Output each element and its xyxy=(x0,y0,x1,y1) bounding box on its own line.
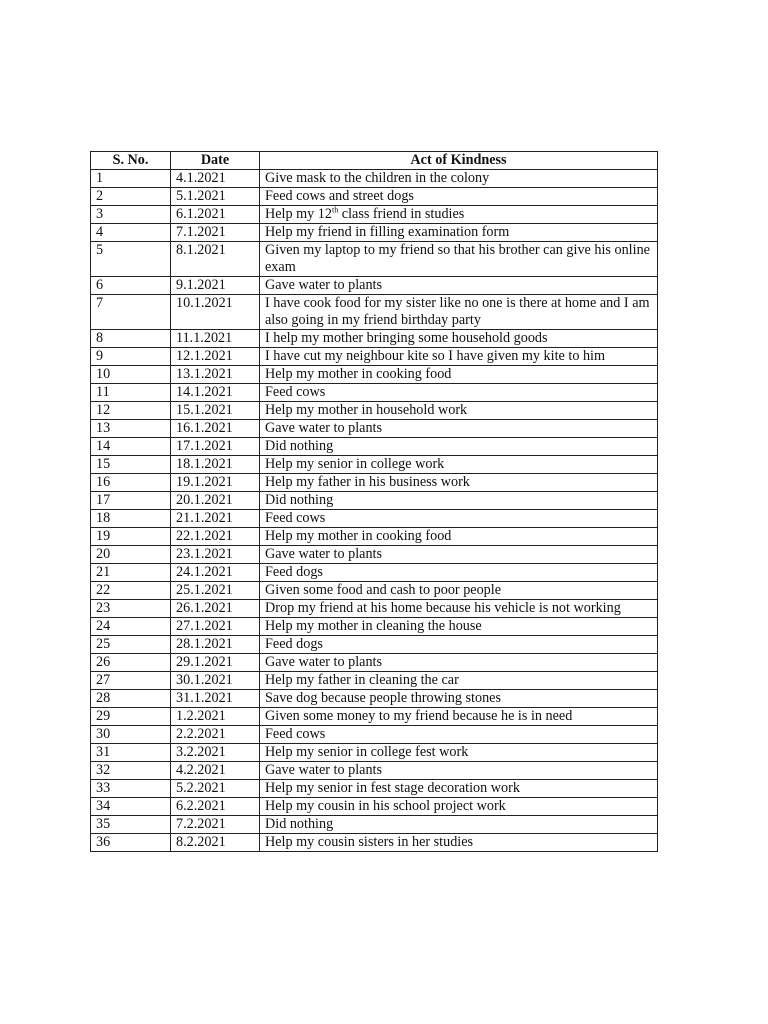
cell-act-of-kindness: Help my friend in filling examination form xyxy=(260,224,658,242)
cell-act-of-kindness: Help my cousin sisters in her studies xyxy=(260,834,658,852)
cell-act-of-kindness: Given some money to my friend because he is in need xyxy=(260,708,658,726)
cell-sno: 3 xyxy=(91,206,171,224)
table-row xyxy=(91,780,658,798)
cell-act-of-kindness: Gave water to plants xyxy=(260,546,658,564)
cell-sno: 13 xyxy=(91,420,171,438)
cell-date: 6.2.2021 xyxy=(171,798,260,816)
cell-sno: 9 xyxy=(91,348,171,366)
cell-sno: 15 xyxy=(91,456,171,474)
cell-sno: 10 xyxy=(91,366,171,384)
cell-sno: 7 xyxy=(91,295,171,330)
table-row xyxy=(91,384,658,402)
cell-act-of-kindness: Gave water to plants xyxy=(260,654,658,672)
table-row xyxy=(91,618,658,636)
cell-date: 2.2.2021 xyxy=(171,726,260,744)
cell-date: 9.1.2021 xyxy=(171,277,260,295)
cell-sno: 35 xyxy=(91,816,171,834)
table-row xyxy=(91,510,658,528)
cell-sno: 34 xyxy=(91,798,171,816)
cell-date: 10.1.2021 xyxy=(171,295,260,330)
cell-act-of-kindness xyxy=(260,206,658,224)
cell-act-of-kindness: Help my senior in college fest work xyxy=(260,744,658,762)
cell-date: 5.1.2021 xyxy=(171,188,260,206)
cell-act-of-kindness: Did nothing xyxy=(260,492,658,510)
cell-sno: 20 xyxy=(91,546,171,564)
cell-date: 7.1.2021 xyxy=(171,224,260,242)
cell-sno: 17 xyxy=(91,492,171,510)
cell-date: 31.1.2021 xyxy=(171,690,260,708)
table-row xyxy=(91,582,658,600)
cell-date: 25.1.2021 xyxy=(171,582,260,600)
cell-act-of-kindness: Feed dogs xyxy=(260,564,658,582)
cell-sno: 2 xyxy=(91,188,171,206)
cell-act-of-kindness: Did nothing xyxy=(260,438,658,456)
table-row xyxy=(91,672,658,690)
cell-date: 24.1.2021 xyxy=(171,564,260,582)
cell-act-of-kindness: Help my mother in cooking food xyxy=(260,366,658,384)
table-row xyxy=(91,492,658,510)
table-row xyxy=(91,277,658,295)
cell-sno: 21 xyxy=(91,564,171,582)
cell-sno: 25 xyxy=(91,636,171,654)
cell-act-of-kindness: Given my laptop to my friend so that his brother can give his online exam xyxy=(260,242,658,277)
table-row xyxy=(91,188,658,206)
cell-act-of-kindness: Help my father in his business work xyxy=(260,474,658,492)
cell-sno: 6 xyxy=(91,277,171,295)
cell-act-of-kindness: Drop my friend at his home because his vehicle is not working xyxy=(260,600,658,618)
cell-sno: 33 xyxy=(91,780,171,798)
cell-date: 8.2.2021 xyxy=(171,834,260,852)
act-text: Help my 12 xyxy=(265,206,332,222)
cell-date: 22.1.2021 xyxy=(171,528,260,546)
cell-act-of-kindness: Feed cows xyxy=(260,384,658,402)
cell-act-of-kindness: Feed cows xyxy=(260,726,658,744)
table-row xyxy=(91,224,658,242)
cell-date: 3.2.2021 xyxy=(171,744,260,762)
cell-date: 20.1.2021 xyxy=(171,492,260,510)
cell-sno: 22 xyxy=(91,582,171,600)
table-row xyxy=(91,456,658,474)
table-row xyxy=(91,744,658,762)
cell-date: 21.1.2021 xyxy=(171,510,260,528)
cell-sno: 8 xyxy=(91,330,171,348)
column-header-sno: S. No. xyxy=(91,152,171,170)
cell-sno: 12 xyxy=(91,402,171,420)
cell-sno: 30 xyxy=(91,726,171,744)
cell-date: 27.1.2021 xyxy=(171,618,260,636)
cell-sno: 18 xyxy=(91,510,171,528)
cell-act-of-kindness: I have cook food for my sister like no one is there at home and I am also going in my friend birthday party xyxy=(260,295,658,330)
cell-act-of-kindness: Feed cows and street dogs xyxy=(260,188,658,206)
table-row xyxy=(91,438,658,456)
cell-sno: 23 xyxy=(91,600,171,618)
cell-date: 7.2.2021 xyxy=(171,816,260,834)
table-row xyxy=(91,206,658,224)
table-row xyxy=(91,474,658,492)
cell-act-of-kindness: Help my father in cleaning the car xyxy=(260,672,658,690)
table-row xyxy=(91,348,658,366)
cell-sno: 28 xyxy=(91,690,171,708)
cell-date: 16.1.2021 xyxy=(171,420,260,438)
table-row xyxy=(91,420,658,438)
cell-act-of-kindness: I help my mother bringing some household goods xyxy=(260,330,658,348)
cell-sno: 1 xyxy=(91,170,171,188)
table-row xyxy=(91,242,658,277)
cell-act-of-kindness: Help my mother in household work xyxy=(260,402,658,420)
cell-date: 11.1.2021 xyxy=(171,330,260,348)
act-text: class friend in studies xyxy=(338,206,465,222)
cell-date: 8.1.2021 xyxy=(171,242,260,277)
cell-date: 5.2.2021 xyxy=(171,780,260,798)
cell-date: 1.2.2021 xyxy=(171,708,260,726)
table-row xyxy=(91,762,658,780)
cell-sno: 4 xyxy=(91,224,171,242)
cell-date: 4.1.2021 xyxy=(171,170,260,188)
table-row xyxy=(91,330,658,348)
kindness-table xyxy=(90,151,658,852)
cell-sno: 19 xyxy=(91,528,171,546)
cell-sno: 27 xyxy=(91,672,171,690)
cell-date: 18.1.2021 xyxy=(171,456,260,474)
cell-act-of-kindness: Feed cows xyxy=(260,510,658,528)
table-row xyxy=(91,690,658,708)
cell-sno: 11 xyxy=(91,384,171,402)
table-row xyxy=(91,600,658,618)
cell-date: 13.1.2021 xyxy=(171,366,260,384)
cell-date: 15.1.2021 xyxy=(171,402,260,420)
cell-act-of-kindness: Help my senior in college work xyxy=(260,456,658,474)
table-row xyxy=(91,654,658,672)
cell-sno: 29 xyxy=(91,708,171,726)
column-header-act: Act of Kindness xyxy=(260,152,658,170)
table-row xyxy=(91,636,658,654)
cell-act-of-kindness: Gave water to plants xyxy=(260,277,658,295)
cell-sno: 32 xyxy=(91,762,171,780)
cell-sno: 26 xyxy=(91,654,171,672)
cell-date: 12.1.2021 xyxy=(171,348,260,366)
table-row xyxy=(91,834,658,852)
cell-date: 29.1.2021 xyxy=(171,654,260,672)
table-row xyxy=(91,816,658,834)
cell-date: 26.1.2021 xyxy=(171,600,260,618)
cell-sno: 14 xyxy=(91,438,171,456)
cell-sno: 16 xyxy=(91,474,171,492)
table-row xyxy=(91,564,658,582)
cell-act-of-kindness: Help my mother in cleaning the house xyxy=(260,618,658,636)
cell-date: 19.1.2021 xyxy=(171,474,260,492)
table-row xyxy=(91,402,658,420)
cell-sno: 24 xyxy=(91,618,171,636)
cell-act-of-kindness: Did nothing xyxy=(260,816,658,834)
cell-date: 23.1.2021 xyxy=(171,546,260,564)
table-row xyxy=(91,726,658,744)
column-header-date: Date xyxy=(171,152,260,170)
cell-act-of-kindness: Help my mother in cooking food xyxy=(260,528,658,546)
table-row xyxy=(91,295,658,330)
table-row xyxy=(91,170,658,188)
cell-sno: 31 xyxy=(91,744,171,762)
cell-sno: 5 xyxy=(91,242,171,277)
cell-date: 30.1.2021 xyxy=(171,672,260,690)
cell-act-of-kindness: Gave water to plants xyxy=(260,420,658,438)
cell-date: 6.1.2021 xyxy=(171,206,260,224)
cell-act-of-kindness: Help my senior in fest stage decoration work xyxy=(260,780,658,798)
cell-act-of-kindness: Help my cousin in his school project work xyxy=(260,798,658,816)
table-row xyxy=(91,366,658,384)
table-row xyxy=(91,798,658,816)
table-row xyxy=(91,528,658,546)
cell-date: 28.1.2021 xyxy=(171,636,260,654)
ordinal-superscript: th xyxy=(332,205,339,215)
cell-act-of-kindness: Gave water to plants xyxy=(260,762,658,780)
cell-date: 4.2.2021 xyxy=(171,762,260,780)
cell-act-of-kindness: Given some food and cash to poor people xyxy=(260,582,658,600)
cell-date: 14.1.2021 xyxy=(171,384,260,402)
cell-sno: 36 xyxy=(91,834,171,852)
table-header-row xyxy=(91,152,658,170)
table-body xyxy=(91,170,658,852)
cell-act-of-kindness: I have cut my neighbour kite so I have given my kite to him xyxy=(260,348,658,366)
table-row xyxy=(91,708,658,726)
cell-act-of-kindness: Give mask to the children in the colony xyxy=(260,170,658,188)
cell-act-of-kindness: Feed dogs xyxy=(260,636,658,654)
table-row xyxy=(91,546,658,564)
cell-date: 17.1.2021 xyxy=(171,438,260,456)
cell-act-of-kindness: Save dog because people throwing stones xyxy=(260,690,658,708)
